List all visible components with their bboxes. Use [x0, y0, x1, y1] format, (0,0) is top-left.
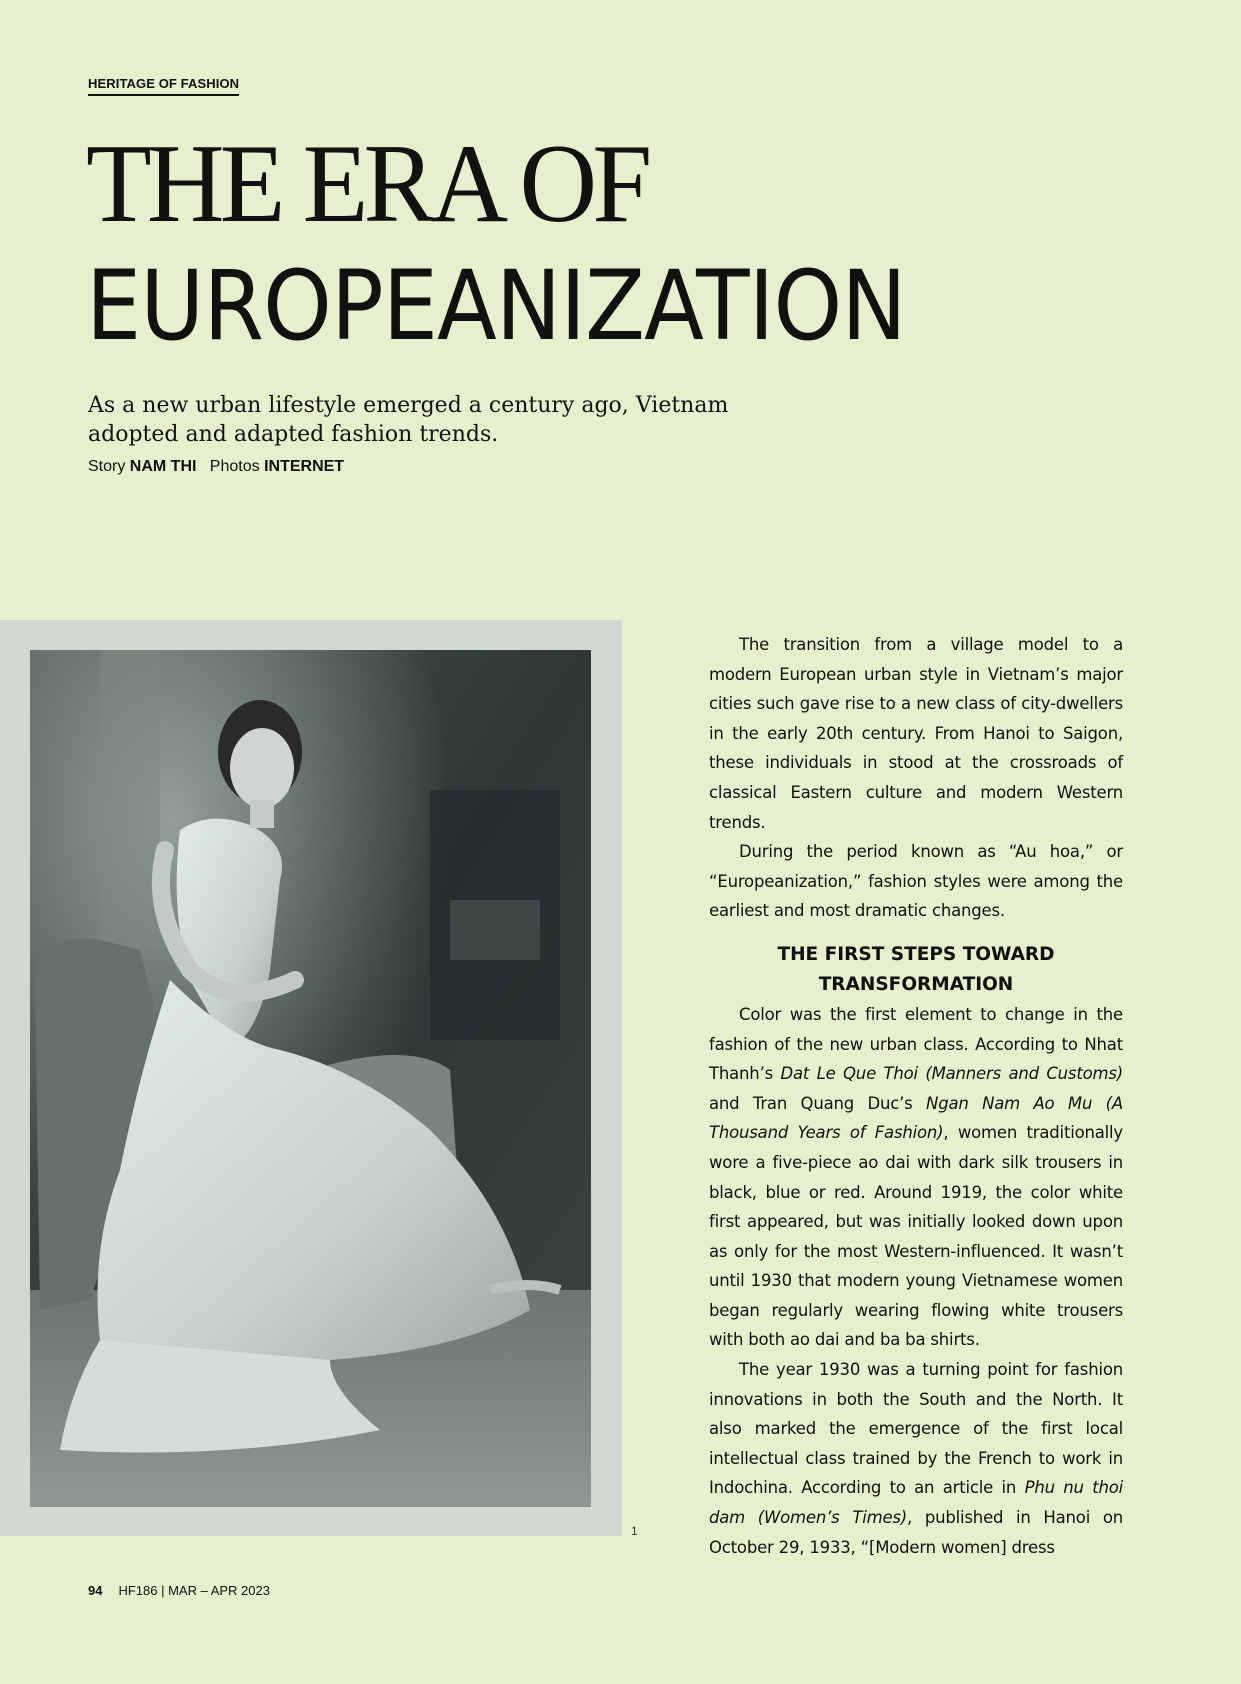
page-number: 94 [88, 1583, 103, 1598]
subheading: THE FIRST STEPS TOWARD TRANSFORMATION [777, 943, 1055, 995]
paragraph-4-text-a: The year 1930 was a turning point for fashion innovations in both the South and the North. It also marked the emergence of the first local intellectual class trained by the French to work in Indochina. According to an article in [709, 1360, 1123, 1498]
paragraph-3-text-c: , women traditionally wore a five-piece ao dai with dark silk trousers in black, blue or red. Around 1919, the color white first appeared, but was initially looked down upon as only for the most Western-influenced. It wasn’t until 1930 that modern young Vietnamese women began regularly wearing flowing white trousers with both ao dai and ba ba shirts. [709, 1123, 1123, 1350]
paragraph-1: The transition from a village model to a modern European urban style in Vietnam’s major cities such gave rise to a new class of city-dwellers in the early 20th century. From Hanoi to Saigon, these individuals in stood at the crossroads of classical Eastern culture and modern Western trends. [709, 635, 1123, 832]
section-tag: HERITAGE OF FASHION [88, 76, 239, 96]
photo-caption-number: 1 [631, 1524, 638, 1538]
book-title-1: Dat Le Que Thoi (Manners and Customs) [780, 1064, 1123, 1084]
story-label: Story [88, 458, 126, 475]
photo-frame [0, 620, 622, 1536]
story-name: NAM THI [129, 458, 197, 475]
title-line-1: THE ERA OF [86, 122, 648, 246]
issue-info: HF186 | MAR – APR 2023 [118, 1583, 270, 1598]
title-line-2: EUROPEANIZATION [86, 250, 906, 362]
book-title-2: Ngan Nam Ao Mu (A Thousand Years of Fashion) [709, 1093, 1123, 1143]
deck: As a new urban lifestyle emerged a century ago, Vietnam adopted and adapted fashion trends. [88, 393, 729, 447]
paragraph-3 [709, 1000, 1123, 1355]
paragraph-3-text-b: and Tran Quang Duc’s [709, 1093, 927, 1113]
paragraph-4-text-b: , published in Hanoi on October 29, 1933, “[Modern women] dress [709, 1508, 1123, 1557]
vintage-portrait-photo [30, 650, 591, 1507]
portrait-illustration [30, 650, 591, 1507]
paragraph-4 [709, 1355, 1123, 1562]
photos-label: Photos [209, 458, 260, 475]
page-footer [88, 1583, 270, 1598]
photos-name: INTERNET [264, 458, 345, 475]
paragraph-3-text-a: Color was the first element to change in the fashion of the new urban class. According to Nhat Thanh’s [709, 1004, 1123, 1084]
article-body [709, 630, 1123, 1562]
paragraph-2: During the period known as “Au hoa,” or “Europeanization,” fashion styles were among the earliest and most dramatic changes. [709, 842, 1123, 921]
publication-title: Phu nu thoi dam (Women’s Times) [709, 1478, 1123, 1528]
credits [88, 458, 344, 476]
